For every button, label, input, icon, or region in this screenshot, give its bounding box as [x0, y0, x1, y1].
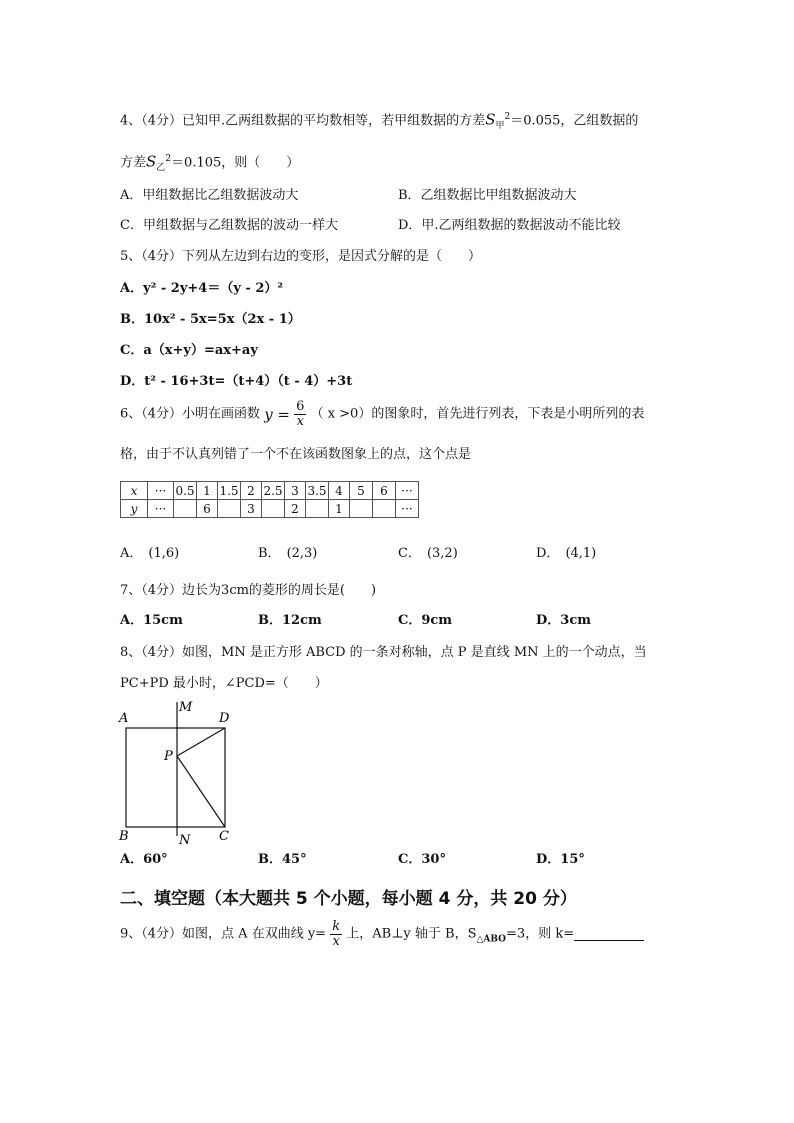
q6-option-c[interactable]	[398, 545, 458, 563]
table-cell: 2.5	[263, 483, 283, 498]
q6-line2: 格，由于不认真列错了一个不在该函数图象上的点，这个点是	[120, 447, 472, 462]
table-cell: y	[121, 500, 148, 518]
q8-line2: PC+PD 最小时，∠PCD=（ ）	[120, 676, 328, 691]
q4-option-a[interactable]: A．甲组数据比乙组数据波动大	[120, 188, 299, 203]
value-table	[120, 481, 419, 518]
q8-option-b[interactable]: B．45°	[258, 852, 307, 867]
table-cell	[373, 500, 396, 518]
table-cell: 2	[285, 500, 306, 518]
table-cell: 0.5	[175, 483, 195, 498]
option-letter: B．	[258, 546, 281, 561]
answer-blank[interactable]	[574, 928, 644, 941]
table-cell: 6	[373, 482, 396, 500]
option-letter: D．	[536, 546, 560, 561]
q7-option-c[interactable]: C．9cm	[398, 613, 453, 628]
q5-option-d[interactable]: D．t² - 16+3t=（t+4）（t - 4）+3t	[120, 374, 353, 389]
q4-option-d[interactable]: D．甲.乙两组数据的数据波动不能比较	[398, 218, 621, 233]
table-cell: ···	[396, 482, 419, 500]
fraction-denominator: x	[296, 414, 304, 429]
table-cell: ···	[148, 500, 174, 518]
subscript-yi: 乙	[156, 162, 166, 173]
q9-fraction	[330, 920, 342, 949]
q7-option-d[interactable]: D．3cm	[536, 613, 591, 628]
fraction-denominator: x	[332, 934, 340, 949]
q8-option-c[interactable]: C．30°	[398, 852, 446, 867]
q5-option-c[interactable]: C．a（x+y）=ax+ay	[120, 343, 258, 358]
q4-option-b[interactable]: B．乙组数据比甲组数据波动大	[398, 188, 577, 203]
q4-option-c[interactable]: C．甲组数据与乙组数据的波动一样大	[120, 218, 338, 233]
table-row-x	[121, 482, 419, 500]
table-cell: x	[121, 482, 148, 500]
table-cell: 3	[285, 482, 306, 500]
label-d: D	[219, 711, 230, 726]
label-b: B	[119, 829, 129, 844]
square-figure	[115, 698, 245, 848]
label-c: C	[219, 829, 229, 844]
table-cell: 3	[241, 500, 262, 518]
q8-option-d[interactable]: D．15°	[536, 852, 585, 867]
q6-line1	[120, 400, 644, 429]
option-letter: C．	[398, 546, 421, 561]
label-m: M	[179, 700, 193, 715]
table-cell: 5	[350, 482, 373, 500]
q5-option-a[interactable]: A．y² - 2y+4＝（y - 2）²	[120, 281, 284, 296]
label-p: P	[164, 749, 173, 764]
q9-text-2: 上，AB⊥y 轴于 B，S	[346, 926, 477, 942]
table-cell	[306, 500, 329, 518]
table-row-y	[121, 500, 419, 518]
table-cell: 3.5	[307, 483, 327, 498]
q6-text-1: 6、（4分）小明在画函数	[120, 406, 261, 422]
option-value: (2,3)	[286, 546, 318, 561]
option-value: (1,6)	[148, 546, 180, 561]
fraction-numerator: k	[332, 919, 341, 934]
q4-text-1: 4、（4分）已知甲.乙两组数据的平均数相等，若甲组数据的方差	[120, 113, 486, 129]
square-exponent: 2	[165, 154, 172, 164]
function-y: y =	[264, 405, 290, 424]
option-value: (4,1)	[565, 546, 597, 561]
table-cell	[218, 500, 241, 518]
table-cell: ···	[396, 500, 419, 518]
square-abcd	[126, 728, 225, 827]
option-letter: A．	[120, 546, 143, 561]
q9-text-3: =3，则 k=	[506, 926, 575, 942]
q5-stem: 5、（4分）下列从左边到右边的变形，是因式分解的是（ ）	[120, 249, 482, 264]
segment-pc	[177, 756, 225, 827]
q7-option-b[interactable]: B．12cm	[258, 613, 322, 628]
q4-line1	[120, 108, 638, 135]
q9-line	[120, 920, 644, 949]
q6-condition: （ x >0）的图象时，首先进行列表，下表是小明所列的表	[310, 406, 645, 422]
q8-line1: 8、（4分）如图，MN 是正方形 ABCD 的一条对称轴，点 P 是直线 MN 上的一个动点，当	[120, 645, 647, 660]
q9-text-1: 9、（4分）如图，点 A 在双曲线 y=	[120, 926, 327, 942]
variance-symbol: S	[485, 110, 496, 129]
section-title: 二、填空题（本大题共 5 个小题，每小题 4 分，共 20 分）	[120, 889, 577, 909]
q4-line2	[120, 150, 299, 177]
q6-option-a[interactable]	[120, 545, 179, 563]
table-cell: 4	[329, 482, 350, 500]
variance-symbol: S	[146, 152, 157, 171]
segment-pd	[177, 728, 225, 756]
fraction-numerator: 6	[296, 399, 305, 414]
option-value: (3,2)	[426, 546, 458, 561]
q4-value-1: ＝0.055，乙组数据的	[510, 113, 639, 129]
q4-text-2: 方差	[120, 155, 147, 171]
table-cell: 1	[329, 500, 350, 518]
square-exponent: 2	[504, 112, 511, 122]
q4-value-2: ＝0.105，则（ ）	[171, 155, 300, 171]
q5-option-b[interactable]: B．10x² - 5x=5x（2x - 1）	[120, 312, 301, 327]
function-fraction	[294, 400, 306, 429]
q8-option-a[interactable]: A．60°	[120, 852, 168, 867]
table-cell	[350, 500, 373, 518]
q7-stem: 7、（4分）边长为3cm的菱形的周长是( )	[120, 583, 377, 598]
table-cell: ···	[148, 482, 174, 500]
triangle-subscript: △ABO	[476, 934, 507, 945]
q7-option-a[interactable]: A．15cm	[120, 613, 183, 628]
label-n: N	[179, 833, 191, 848]
table-cell: 2	[241, 482, 262, 500]
q6-option-b[interactable]	[258, 545, 317, 563]
subscript-jia: 甲	[495, 120, 505, 131]
table-cell: 1.5	[219, 483, 239, 498]
table-cell	[174, 500, 197, 518]
label-a: A	[119, 711, 129, 726]
table-cell	[262, 500, 285, 518]
table-cell: 6	[197, 500, 218, 518]
q6-option-d[interactable]	[536, 545, 596, 563]
table-cell: 1	[197, 482, 218, 500]
